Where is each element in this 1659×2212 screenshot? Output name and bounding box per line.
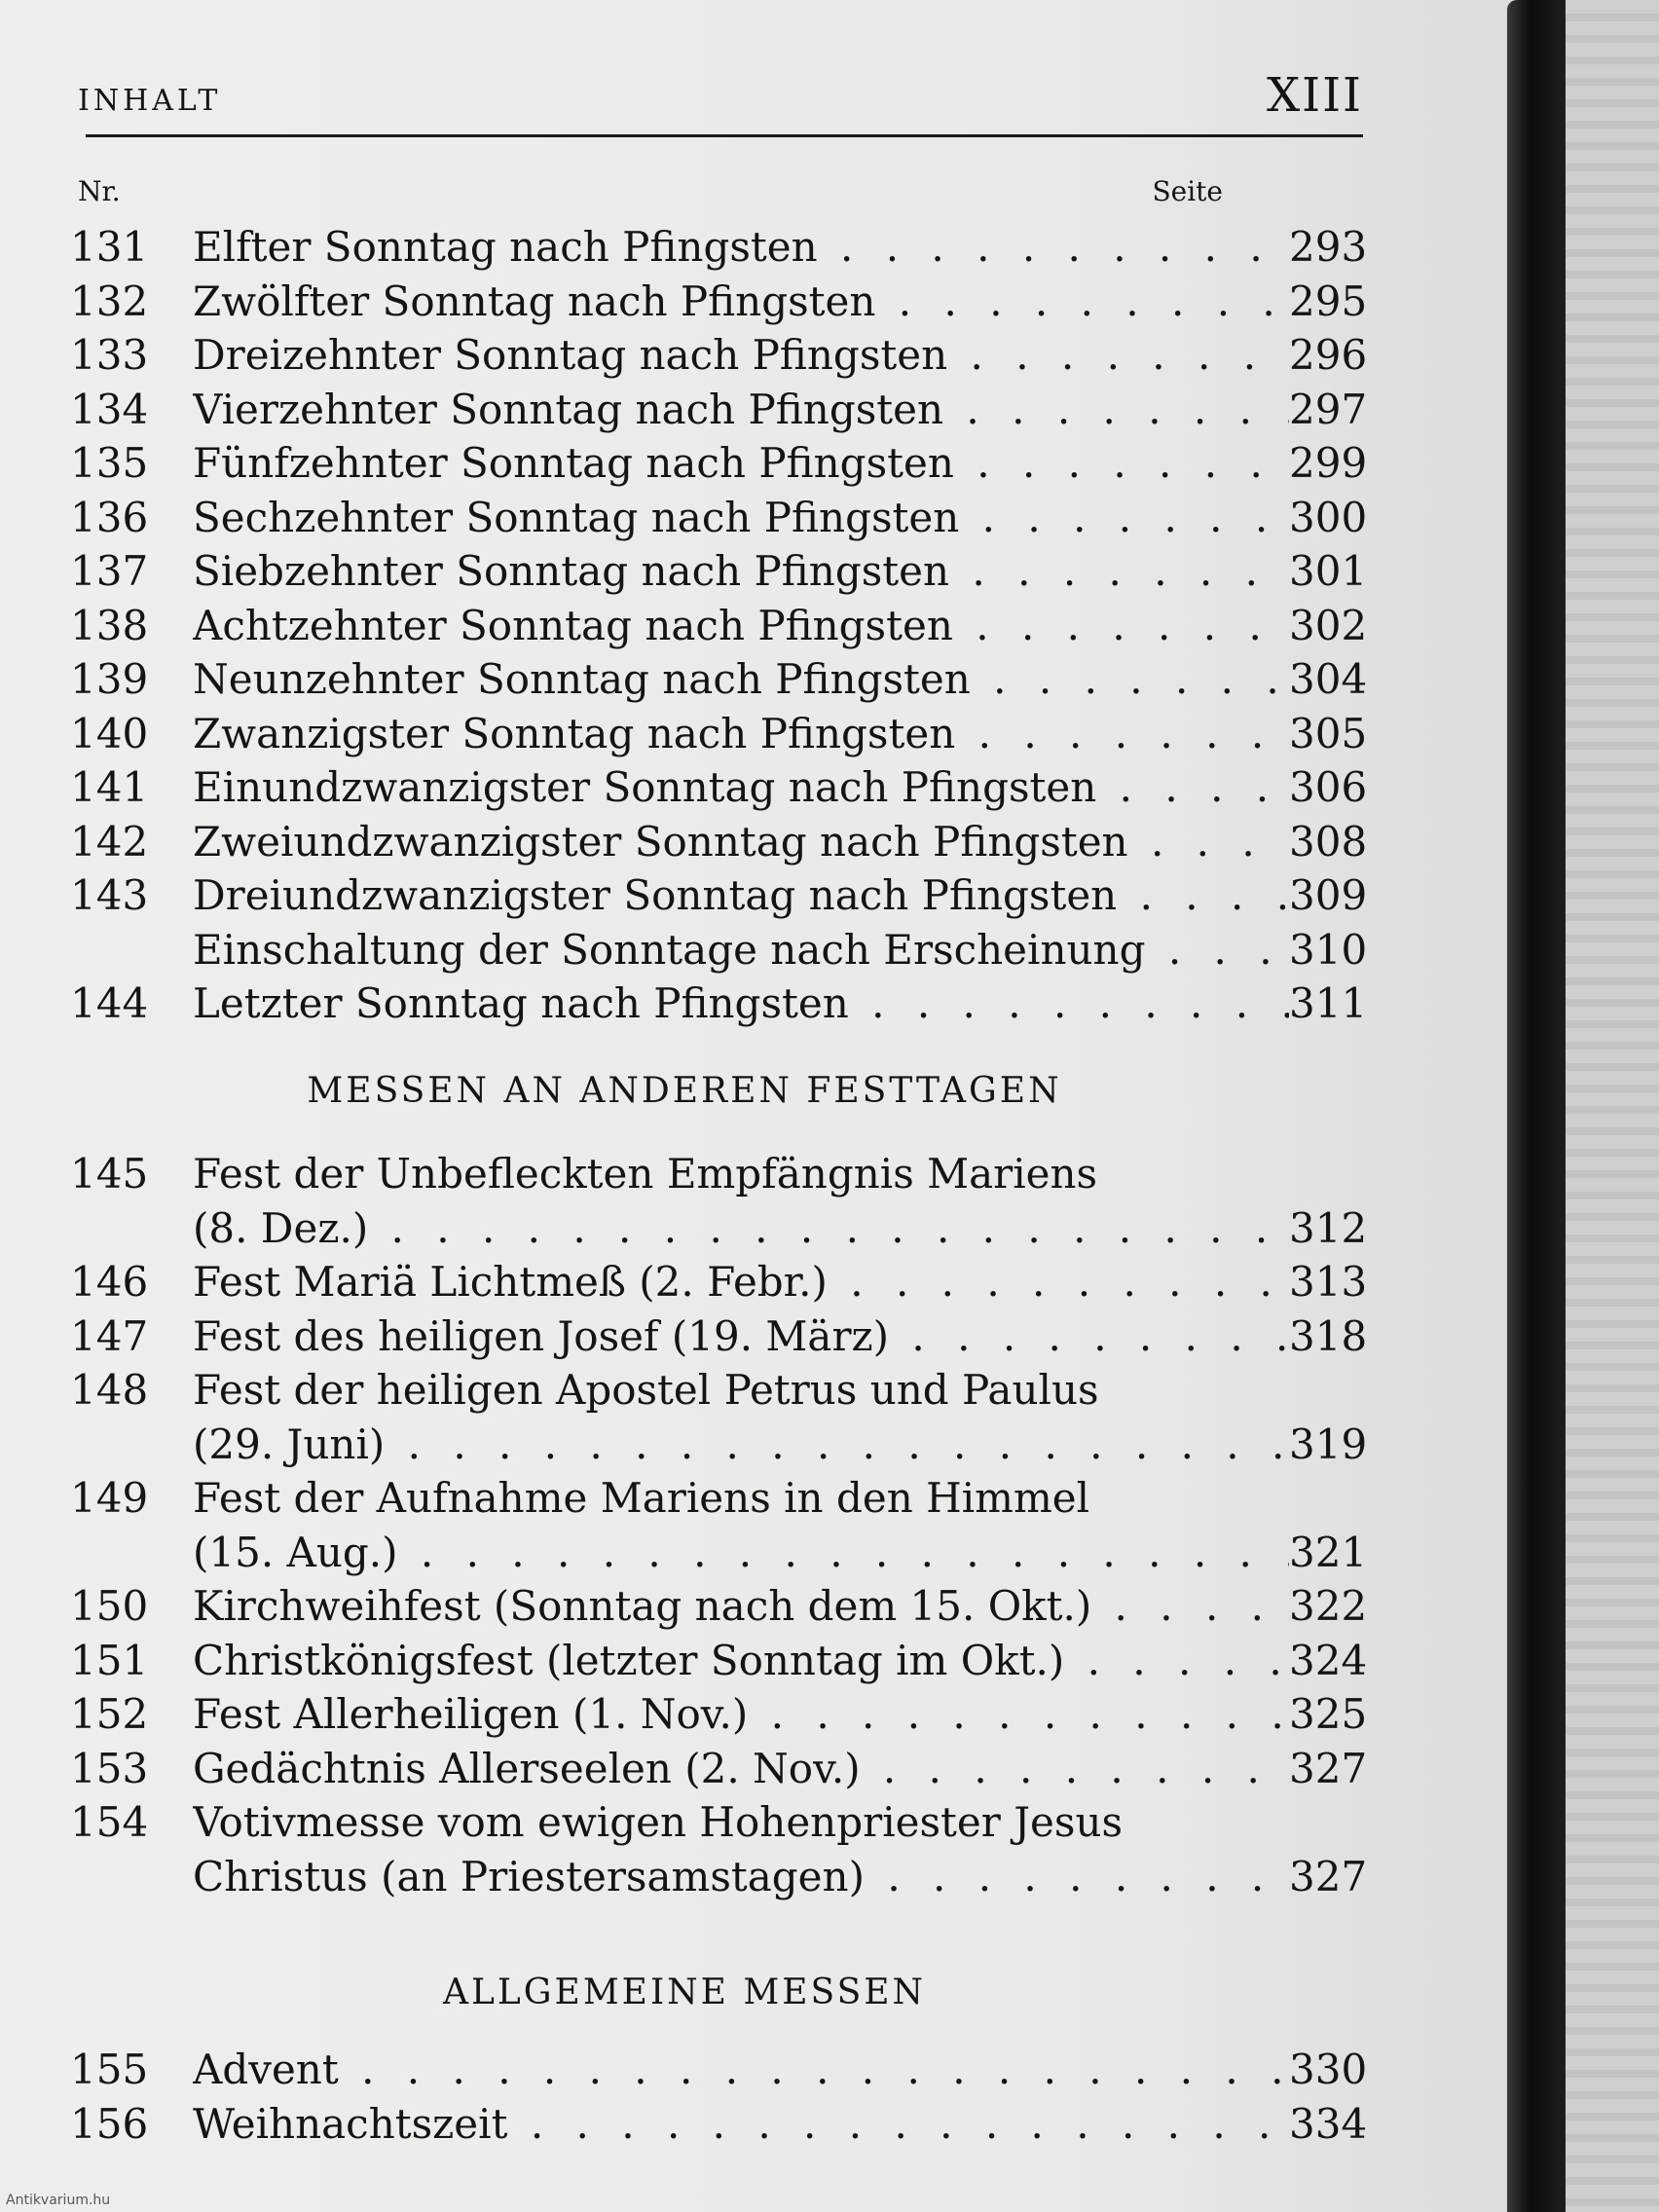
entry-number: 155 [70, 2046, 149, 2093]
toc-entry [70, 1579, 1367, 1634]
entry-number: 143 [70, 871, 149, 919]
toc-entry [70, 652, 1367, 707]
entry-number: 145 [70, 1150, 149, 1198]
entry-title: Einschaltung der Sonntage nach Erscheinung . . . [193, 923, 1289, 977]
entry-page: 311 [1289, 979, 1368, 1027]
entry-number: 133 [70, 331, 149, 379]
entry-page: 306 [1289, 763, 1368, 811]
entry-title: Sechzehnter Sonntag nach Pfingsten . . . [193, 491, 1289, 545]
entry-page: 304 [1289, 655, 1368, 703]
entry-number: 147 [70, 1311, 149, 1360]
entry-page: 313 [1289, 1258, 1368, 1306]
toc-entry [70, 1255, 1367, 1309]
toc-entry [70, 1850, 1367, 1904]
entry-title: Christkönigsfest (letzter Sonntag im Okt.) . . . [193, 1634, 1289, 1688]
toc-entry [70, 436, 1367, 491]
entry-title: Vierzehnter Sonntag nach Pfingsten . . . [193, 383, 1289, 437]
toc-entry [70, 1795, 1367, 1850]
toc-entry [70, 977, 1367, 1031]
entry-title: Neunzehnter Sonntag nach Pfingsten . . . [193, 652, 1289, 707]
entry-number: 142 [70, 817, 149, 866]
entry-page: 322 [1289, 1582, 1368, 1630]
entry-title: Fest Allerheiligen (1. Nov.) . . . [193, 1687, 1289, 1742]
entry-page: 312 [1289, 1203, 1368, 1252]
entry-title: (8. Dez.) . . . [193, 1201, 1289, 1256]
nr-column-label: Nr. [78, 175, 121, 207]
entry-page: 300 [1289, 493, 1368, 541]
entry-page: 301 [1289, 547, 1368, 595]
entry-number: 137 [70, 547, 149, 595]
entry-number: 139 [70, 655, 149, 703]
toc-entry [70, 923, 1367, 977]
toc-entry [70, 2043, 1367, 2097]
entry-number: 138 [70, 601, 149, 649]
toc-group-allgemeine [70, 2043, 1367, 2151]
entry-page: 310 [1289, 925, 1368, 974]
entry-number: 131 [70, 223, 149, 271]
toc-entry [70, 491, 1367, 545]
entry-title: Gedächtnis Allerseelen (2. Nov.) . . . [193, 1742, 1289, 1796]
entry-title: Fest der Aufnahme Mariens in den Himmel [193, 1474, 1090, 1522]
toc-entry [70, 1147, 1367, 1201]
toc-entry [70, 1418, 1367, 1472]
toc-entry [70, 1687, 1367, 1742]
page-header [78, 68, 1363, 136]
entry-title: (15. Aug.) . . . [193, 1526, 1289, 1580]
background-surface [1566, 0, 1659, 2212]
entry-page: 293 [1289, 223, 1368, 271]
entry-page: 327 [1289, 1852, 1368, 1900]
entry-title: Zwölfter Sonntag nach Pfingsten . . . [193, 275, 1289, 329]
entry-page: 330 [1289, 2046, 1368, 2093]
entry-page: 302 [1289, 601, 1368, 649]
section-title-allgemeine: ALLGEMEINE MESSEN [442, 1972, 927, 2012]
entry-page: 295 [1289, 276, 1368, 325]
toc-entry [70, 328, 1367, 383]
header-rule [86, 134, 1363, 137]
entry-number: 144 [70, 979, 149, 1027]
entry-title: Achtzehnter Sonntag nach Pfingsten . . . [193, 599, 1289, 653]
watermark-text: Antikvarium.hu [6, 2193, 111, 2208]
toc-entry [70, 760, 1367, 815]
entry-title: Einundzwanzigster Sonntag nach Pfingsten . . . [193, 760, 1289, 815]
page-number-roman: XIII [1266, 68, 1363, 123]
entry-number: 148 [70, 1366, 149, 1414]
entry-title: Advent . . . [193, 2043, 1289, 2097]
toc-entry [70, 1309, 1367, 1364]
entry-number: 135 [70, 439, 149, 487]
entry-number: 141 [70, 763, 149, 811]
entry-number: 153 [70, 1744, 149, 1792]
entry-title: Christus (an Priestersamstagen) . . . [193, 1850, 1289, 1904]
entry-page: 334 [1289, 2099, 1368, 2148]
entry-title: Letzter Sonntag nach Pfingsten . . . [193, 977, 1289, 1031]
entry-page: 308 [1289, 817, 1368, 866]
entry-page: 305 [1289, 709, 1368, 757]
toc-entry [70, 1526, 1367, 1580]
entry-number: 132 [70, 276, 149, 325]
toc-entry [70, 707, 1367, 761]
toc-entry [70, 868, 1367, 923]
entry-title: Dreiundzwanzigster Sonntag nach Pfingsten . . . [193, 868, 1289, 923]
entry-title: (29. Juni) . . . [193, 1418, 1289, 1472]
entry-title: Fünfzehnter Sonntag nach Pfingsten . . . [193, 436, 1289, 491]
toc-group-festtage [70, 1147, 1367, 1903]
entry-title: Votivmesse vom ewigen Hohenpriester Jesus [193, 1798, 1124, 1846]
entry-number: 151 [70, 1636, 149, 1684]
entry-number: 134 [70, 385, 149, 433]
entry-title: Fest der Unbefleckten Empfängnis Mariens [193, 1150, 1098, 1198]
entry-page: 321 [1289, 1528, 1368, 1576]
entry-title: Fest des heiligen Josef (19. März) . . . [193, 1309, 1289, 1364]
entry-title: Zwanzigster Sonntag nach Pfingsten . . . [193, 707, 1289, 761]
entry-title: Fest Mariä Lichtmeß (2. Febr.) . . . [193, 1255, 1289, 1309]
entry-title: Fest der heiligen Apostel Petrus und Paulus [193, 1366, 1099, 1414]
toc-entry [70, 1363, 1367, 1418]
toc-entry [70, 1742, 1367, 1796]
toc-entry [70, 275, 1367, 329]
toc-entry [70, 2097, 1367, 2152]
entry-title: Dreizehnter Sonntag nach Pfingsten . . . [193, 328, 1289, 383]
entry-page: 324 [1289, 1636, 1368, 1684]
entry-page: 309 [1289, 871, 1368, 919]
entry-number: 150 [70, 1582, 149, 1630]
entry-title: Elfter Sonntag nach Pfingsten . . . [193, 220, 1289, 275]
entry-title: Weihnachtszeit . . . [193, 2097, 1289, 2152]
entry-page: 318 [1289, 1311, 1368, 1360]
entry-number: 149 [70, 1474, 149, 1522]
entry-page: 319 [1289, 1419, 1368, 1468]
entry-number: 154 [70, 1798, 149, 1846]
toc-entry [70, 1634, 1367, 1688]
entry-title: Siebzehnter Sonntag nach Pfingsten . . . [193, 544, 1289, 599]
entry-number: 152 [70, 1690, 149, 1738]
toc-entry [70, 220, 1367, 275]
entry-page: 297 [1289, 385, 1368, 433]
toc-group-sundays [70, 220, 1367, 1031]
seite-column-label: Seite [1152, 175, 1223, 207]
entry-page: 296 [1289, 331, 1368, 379]
toc-entry [70, 599, 1367, 653]
entry-number: 136 [70, 493, 149, 541]
toc-entry [70, 1471, 1367, 1526]
entry-number: 156 [70, 2099, 149, 2148]
toc-entry [70, 544, 1367, 599]
entry-number: 146 [70, 1258, 149, 1306]
entry-page: 325 [1289, 1690, 1368, 1738]
toc-entry [70, 1201, 1367, 1256]
running-head: INHALT [78, 84, 222, 118]
entry-number: 140 [70, 709, 149, 757]
entry-page: 299 [1289, 439, 1368, 487]
section-title-festtage: MESSEN AN ANDEREN FESTTAGEN [307, 1071, 1062, 1111]
entry-title: Zweiundzwanzigster Sonntag nach Pfingsten . . . [193, 815, 1289, 869]
toc-entry [70, 383, 1367, 437]
entry-page: 327 [1289, 1744, 1368, 1792]
book-spine [1507, 0, 1566, 2212]
toc-entry [70, 815, 1367, 869]
entry-title: Kirchweihfest (Sonntag nach dem 15. Okt.) . . . [193, 1579, 1289, 1634]
